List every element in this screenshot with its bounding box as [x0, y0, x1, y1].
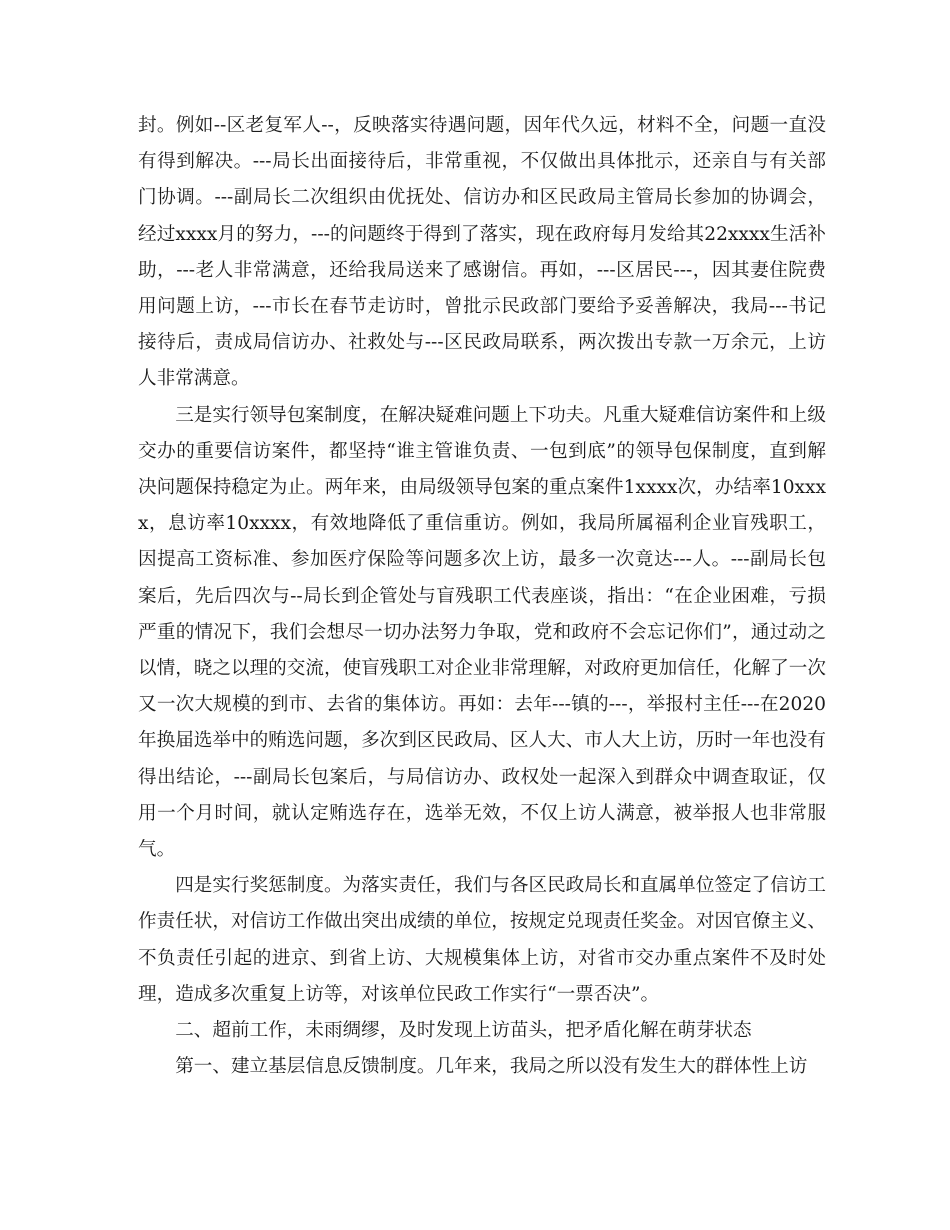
paragraph-feedback-system: 第一、建立基层信息反馈制度。几年来，我局之所以没有发生大的群体性上访	[175, 1056, 808, 1078]
section-heading-advance-work: 二、超前工作，未雨绸缪，及时发现上访苗头，把矛盾化解在萌芽状态	[175, 1020, 752, 1042]
paragraph-continuation: 封。例如--区老复军人--，反映落实待遇问题，因年代久远，材料不全，问题一直没有得到解决。---局长出面接待后，非常重视，不仅做出具体批示，还亲自与有关部门协调。---副局长二次组织由优抚处、信访办和区民政局主管局长参加的协调会，经过xxxx月的努力，---的问题终于得到了落实，现在政府每月发给其22xxxx生活补助，---老人非常满意，还给我局送来了感谢信。再如，---区居民---，因其妻住院费用问题上访，---市长在春节走访时，曾批示民政部门要给予妥善解决，我局---书记接待后，责成局信访办、社救处与---区民政局联系，两次拨出专款一万余元，上访人非常满意。	[138, 115, 826, 390]
paragraph-reward-punishment: 四是实行奖惩制度。为落实责任，我们与各区民政局长和直属单位签定了信访工作责任状，对信访工作做出突出成绩的单位，按规定兑现责任奖金。对因官僚主义、不负责任引起的进京、到省上访、大规模集体上访，对省市交办重点案件不及时处理，造成多次重复上访等，对该单位民政工作实行“一票否决”。	[138, 875, 826, 1005]
paragraph-leader-case-system: 三是实行领导包案制度，在解决疑难问题上下功夫。凡重大疑难信访案件和上级交办的重要信访案件，都坚持“谁主管谁负责、一包到底”的领导包保制度，直到解决问题保持稳定为止。两年来，由局级领导包案的重点案件1xxxx次，办结率10xxxx，息访率10xxxx，有效地降低了重信重访。例如，我局所属福利企业盲残职工，因提高工资标准、参加医疗保险等问题多次上访，最多一次竟达---人。---副局长包案后，先后四次与--局长到企管处与盲残职工代表座谈，指出：“在企业困难，亏损严重的情况下，我们会想尽一切办法努力争取，党和政府不会忘记你们”，通过动之以情，晓之以理的交流，使盲残职工对企业非常理解，对政府更加信任，化解了一次又一次大规模的到市、去省的集体访。再如：去年---镇的---，举报村主任---在2020年换届选举中的贿选问题，多次到区民政局、区人大、市人大上访，历时一年也没有得出结论，---副局长包案后，与局信访办、政权处一起深入到群众中调查取证，仅用一个月时间，就认定贿选存在，选举无效，不仅上访人满意，被举报人也非常服气。	[138, 404, 826, 861]
document-body	[138, 108, 826, 1085]
